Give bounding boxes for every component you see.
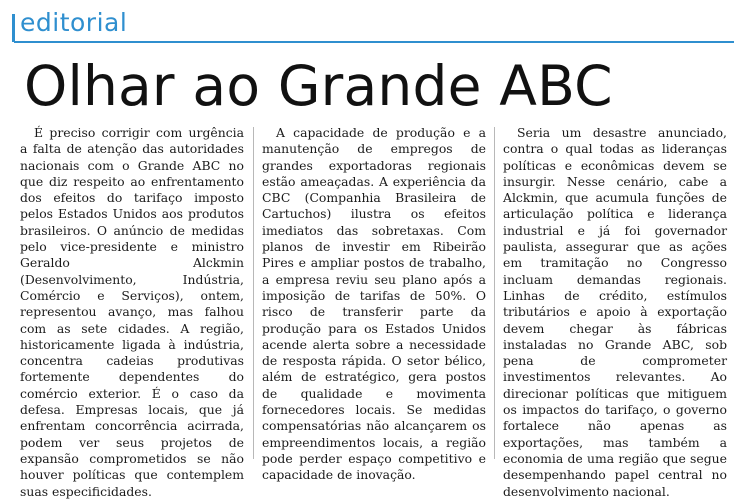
paragraph: Seria um desastre anunciado, contra o qual todas as lideranças políticas e econômicas devem se insurgir. Nesse cenário, cabe a Alckmin, que acumula funções de articulação política e liderança industrial e já foi governador paulista, assegurar que as ações em tramitação no Congresso incluam demandas regionais. Linhas de crédito, estímulos tributários e apoio à exportação devem chegar às fábricas instaladas no Grande ABC, sob pena de comprometer investimentos relevantes. Ao direcionar políticas que mitiguem os impactos do tarifaço, o governo fortalece não apenas as exportações, mas também a economia de uma região que segue desempenhando papel central no desenvolvimento nacional. — [503, 125, 727, 499]
column-divider — [253, 127, 254, 459]
paragraph: A capacidade de produção e a manutenção de empregos de grandes exportadoras regionais estão ameaçadas. A experiência da CBC (Companhia Brasileira de Cartuchos) ilustra os efeitos imediatos das sobretaxas. Com planos de investir em Ribeirão Pires e ampliar postos de trabalho, a empresa reviu seu plano após a imposição de tarifas de 50%. O risco de transferir parte da produção para os Estados Unidos acende alerta sobre a necessidade de resposta rápida. O setor bélico, além de estratégico, gera postos de qualidade e movimenta fornecedores locais. Se medidas compensatórias não alcançarem os empreendimentos locais, a região pode perder espaço competitivo e capacidade de inovação. — [262, 125, 486, 483]
section-label: editorial — [20, 8, 128, 37]
article-column-1 — [20, 125, 244, 500]
section-marker — [12, 14, 15, 42]
column-divider — [494, 127, 495, 459]
section-rule — [14, 41, 734, 43]
article-column-2 — [262, 125, 486, 484]
article-column-3 — [503, 125, 727, 500]
headline: Olhar ao Grande ABC — [24, 54, 613, 118]
paragraph: É preciso corrigir com urgência a falta de atenção das autoridades nacionais com o Grande ABC no que diz respeito ao enfrentamento dos efeitos do tarifaço imposto pelos Estados Unidos aos produtos brasileiros. O anúncio de medidas pelo vice-presidente e ministro Geraldo Alckmin (Desenvolvimento, Indústria, Comércio e Serviços), ontem, representou avanço, mas falhou com as sete cidades. A região, historicamente ligada à indústria, concentra cadeias produtivas fortemente dependentes do comércio exterior. É o caso da defesa. Empresas locais, que já enfrentam concorrência acirrada, podem ver seus projetos de expansão comprometidos se não houver políticas que contemplem suas especificidades. — [20, 125, 244, 499]
